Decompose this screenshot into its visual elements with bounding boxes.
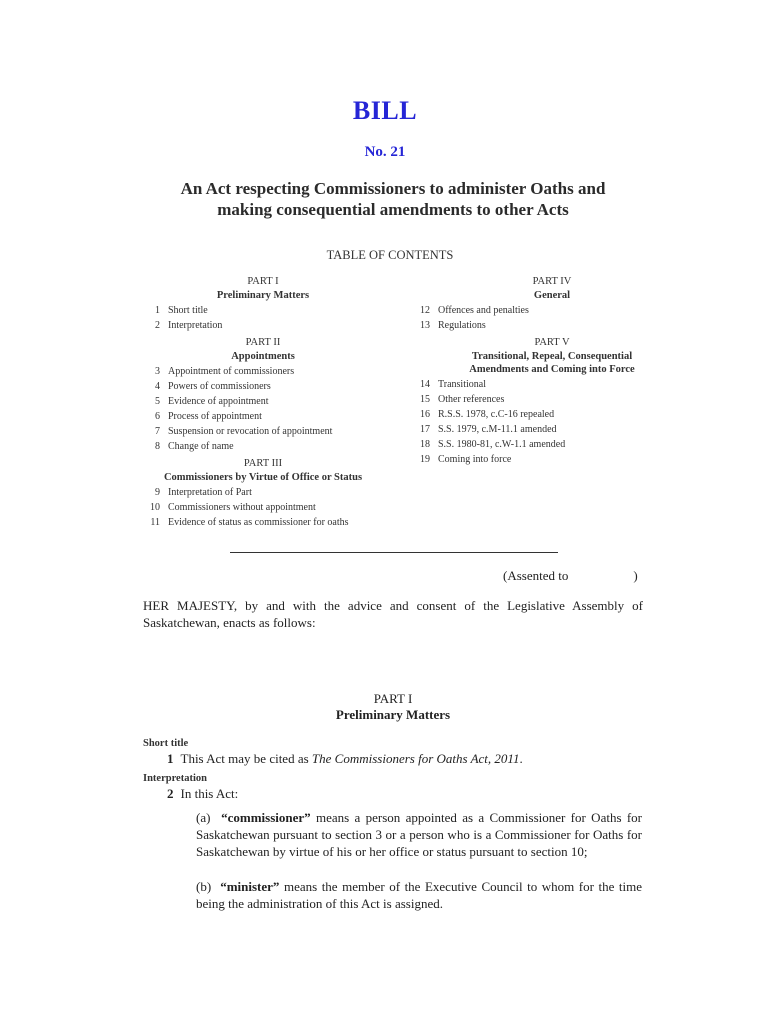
toc-item [140, 409, 386, 424]
toc-item-text: Evidence of appointment [168, 396, 269, 407]
toc-item [140, 303, 386, 318]
toc-item-text: Regulations [438, 320, 486, 331]
toc-item [140, 318, 386, 333]
toc-part-name: General [533, 290, 571, 301]
section-2 [167, 785, 238, 802]
toc-part-4 [410, 274, 666, 333]
part-label: PART I [373, 691, 413, 706]
paragraph-label: (a) [196, 810, 211, 825]
toc-item-text: R.S.S. 1978, c.C-16 repealed [438, 409, 555, 420]
toc-item-text: Transitional [438, 379, 486, 390]
toc-item-text: Short title [168, 305, 208, 316]
definition-text: means a person appointed as a Commissioner for Oaths for Saskatchewan pursuant to section 3 or a person who is a Commissioner for Oaths for Saskatchewan by virtue of his or her office or status pursuant to section 10; [196, 810, 642, 859]
paragraph-label: (b) [196, 879, 212, 894]
toc-part-name: Appointments [231, 351, 295, 362]
section-heading-interpretation: Interpretation [143, 773, 207, 784]
toc-item [140, 424, 386, 439]
toc-item-number: 3 [155, 366, 160, 377]
toc-part-2 [140, 335, 386, 454]
toc-part-5 [410, 335, 666, 467]
toc-item [410, 407, 666, 422]
toc-item [140, 485, 386, 500]
toc-item-number: 16 [420, 409, 430, 420]
toc-item-text: Suspension or revocation of appointment [168, 426, 333, 437]
section-number: 2 [167, 786, 174, 801]
toc-item-number: 2 [155, 320, 160, 331]
section-1 [167, 750, 523, 767]
toc-item [410, 437, 666, 452]
toc-item [140, 379, 386, 394]
toc-item-number: 12 [420, 305, 430, 316]
toc-item-number: 10 [150, 502, 160, 513]
toc-left-column [140, 274, 386, 530]
toc-item-number: 11 [150, 517, 160, 528]
toc-item-number: 19 [420, 454, 430, 465]
section-1-text-end: . [519, 751, 523, 766]
toc-part-1 [140, 274, 386, 333]
toc-item [410, 452, 666, 467]
assented-to: (Assented to ) [503, 568, 638, 583]
section-1-text: This Act may be cited as [180, 751, 312, 766]
toc-item-text: Powers of commissioners [168, 381, 271, 392]
toc-part-label: PART I [247, 276, 279, 287]
act-title [0, 178, 770, 220]
act-title-line-2: making consequential amendments to other Acts [217, 200, 569, 219]
toc-item [140, 439, 386, 454]
toc-item-number: 1 [155, 305, 160, 316]
toc-part-label: PART II [245, 337, 281, 348]
toc-item [410, 303, 666, 318]
bill-number: No. 21 [364, 144, 406, 160]
toc-item-text: Interpretation of Part [168, 487, 252, 498]
toc-part-label: PART V [534, 337, 570, 348]
toc-item-number: 18 [420, 439, 430, 450]
enacting-clause: HER MAJESTY, by and with the advice and consent of the Legislative Assembly of Saskatchewan, enacts as follows: [143, 598, 643, 630]
defined-term: “minister” [220, 879, 280, 894]
toc-item-number: 17 [420, 424, 430, 435]
toc-heading: TABLE OF CONTENTS [326, 248, 454, 262]
section-heading-short-title: Short title [143, 738, 189, 749]
toc-item [140, 500, 386, 515]
toc-item-text: Change of name [168, 441, 234, 452]
toc-item-text: S.S. 1980-81, c.W-1.1 amended [438, 439, 566, 450]
toc-item-text: Appointment of commissioners [168, 366, 295, 377]
toc-item-text: Evidence of status as commissioner for oaths [168, 517, 349, 528]
act-title-line-1: An Act respecting Commissioners to administer Oaths and [180, 179, 606, 198]
toc-part-name: Preliminary Matters [216, 290, 310, 301]
toc-item-text: Interpretation [168, 320, 223, 331]
toc-item-number: 8 [155, 441, 160, 452]
toc-item-text: S.S. 1979, c.M-11.1 amended [438, 424, 557, 435]
toc-item-number: 6 [155, 411, 160, 422]
toc-item-number: 9 [155, 487, 160, 498]
part-name: Preliminary Matters [335, 707, 451, 722]
toc-item-text: Other references [438, 394, 505, 405]
toc-item-number: 15 [420, 394, 430, 405]
section-2-text: In this Act: [180, 786, 239, 801]
toc-item [140, 394, 386, 409]
toc-item-text: Coming into force [438, 454, 512, 465]
toc-item-number: 13 [420, 320, 430, 331]
toc-part-name-line-1: Transitional, Repeal, Consequential [471, 351, 633, 362]
section-number: 1 [167, 751, 174, 766]
definition-text: means the member of the Executive Council to whom for the time being the administration of this Act is assigned. [196, 879, 642, 911]
toc-part-name: Commissioners by Virtue of Office or Status [163, 472, 363, 483]
toc-item-text: Offences and penalties [438, 305, 529, 316]
defined-term: “commissioner” [221, 810, 311, 825]
toc-part-label: PART IV [532, 276, 572, 287]
toc-part-3 [140, 456, 386, 530]
toc-item-text: Commissioners without appointment [168, 502, 316, 513]
toc-item-text: Process of appointment [168, 411, 262, 422]
act-short-title: The Commissioners for Oaths Act, 2011 [311, 751, 520, 766]
toc-item [410, 392, 666, 407]
toc-item [410, 377, 666, 392]
toc-item [140, 364, 386, 379]
toc-item-number: 5 [155, 396, 160, 407]
toc-item-number: 7 [155, 426, 160, 437]
toc-right-column [410, 274, 666, 467]
paragraph-b [196, 878, 642, 912]
toc-part-label: PART III [243, 458, 283, 469]
toc-item [410, 422, 666, 437]
toc-item [140, 515, 386, 530]
toc-item-number: 14 [420, 379, 430, 390]
toc-item [410, 318, 666, 333]
paragraph-a [196, 809, 642, 860]
divider-rule [230, 552, 558, 553]
toc-item-number: 4 [155, 381, 160, 392]
bill-title: BILL [352, 96, 418, 125]
toc-part-name-line-2: Amendments and Coming into Force [469, 364, 635, 375]
